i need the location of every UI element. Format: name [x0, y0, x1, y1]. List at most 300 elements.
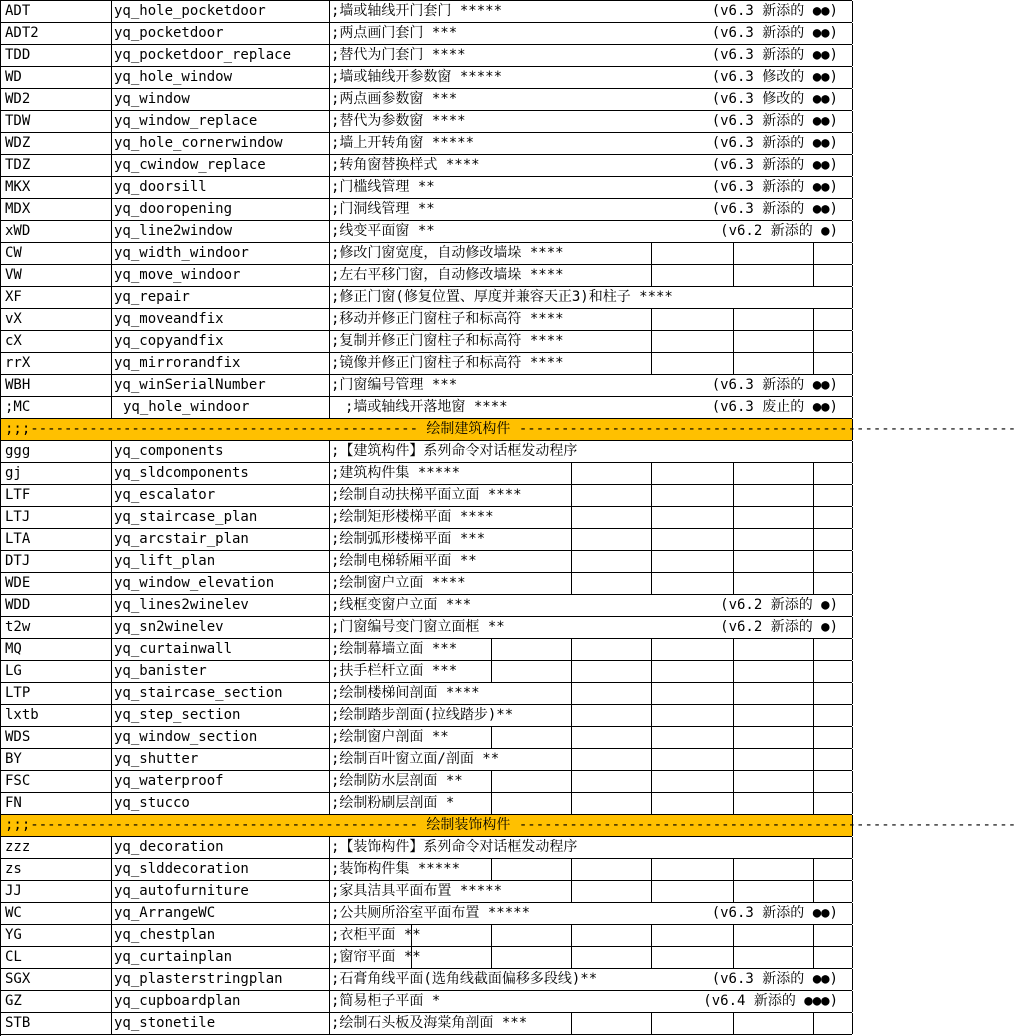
cell-border: [852, 1, 853, 22]
cell-border: [733, 683, 734, 704]
description-cell[interactable]: ;绘制窗户立面 ****: [331, 575, 466, 591]
alias-cell[interactable]: STB: [5, 1015, 31, 1031]
alias-cell[interactable]: LTJ: [5, 509, 31, 525]
cell-border: [571, 661, 572, 682]
command-cell[interactable]: yq_hole_windoor: [123, 399, 250, 415]
alias-cell[interactable]: JJ: [5, 883, 22, 899]
table-row: [1, 199, 852, 221]
description-cell[interactable]: ;装饰构件集 *****: [331, 861, 461, 877]
alias-cell[interactable]: ggg: [5, 443, 31, 459]
cell-border: [571, 573, 572, 594]
description-cell[interactable]: ;门洞线管理 **: [331, 201, 435, 217]
table-row: [1, 353, 852, 375]
cell-border: [852, 463, 853, 484]
description-cell[interactable]: ;镜像并修正门窗柱子和标高符 ****: [331, 355, 564, 371]
cell-border: [852, 881, 853, 902]
cell-border: [852, 705, 853, 726]
version-tag-cell: (v6.3 新添的 ●●): [711, 3, 838, 19]
cell-border: [852, 353, 853, 374]
command-cell[interactable]: yq_components: [114, 443, 224, 459]
command-cell[interactable]: yq_move_windoor: [114, 267, 241, 283]
alias-cell[interactable]: WD: [5, 69, 22, 85]
cell-border: [852, 771, 853, 792]
description-cell[interactable]: ;绘制石头板及海棠角剖面 ***: [331, 1015, 528, 1031]
cell-border: [329, 463, 330, 484]
version-tag-cell: (v6.3 新添的 ●●): [711, 135, 838, 151]
alias-cell[interactable]: FN: [5, 795, 22, 811]
cell-border: [733, 749, 734, 770]
cell-border: [733, 485, 734, 506]
cell-border: [571, 463, 572, 484]
description-cell[interactable]: ;扶手栏杆立面 ***: [331, 663, 458, 679]
description-cell[interactable]: ;绘制粉刷层剖面 *: [331, 795, 455, 811]
cell-border: [852, 507, 853, 528]
cell-border: [111, 881, 112, 902]
cell-border: [852, 617, 853, 638]
version-tag-cell: (v6.3 新添的 ●●): [711, 113, 838, 129]
description-cell[interactable]: ;绘制窗户剖面 **: [331, 729, 449, 745]
command-cell[interactable]: yq_banister: [114, 663, 207, 679]
table-row: [1, 331, 852, 353]
command-cell[interactable]: yq_sn2winelev: [114, 619, 224, 635]
cell-border: [733, 331, 734, 352]
alias-cell[interactable]: SGX: [5, 971, 31, 987]
alias-cell[interactable]: gj: [5, 465, 22, 481]
description-cell[interactable]: ;简易柜子平面 *: [331, 993, 441, 1009]
cell-border: [571, 749, 572, 770]
cell-border: [329, 89, 330, 110]
description-cell[interactable]: ;家具洁具平面布置 *****: [331, 883, 503, 899]
table-row: [1, 683, 852, 705]
cell-border: [852, 793, 853, 814]
alias-cell[interactable]: xWD: [5, 223, 31, 239]
table-row: [1, 111, 852, 133]
section-header-text: ;;;---------------------------------------------- 绘制装饰构件 -----------------------------------------------------------: [5, 817, 1016, 833]
description-cell[interactable]: ;绘制楼梯间剖面 ****: [331, 685, 480, 701]
description-cell[interactable]: ;绘制矩形楼梯平面 ****: [331, 509, 494, 525]
command-cell[interactable]: yq_cwindow_replace: [114, 157, 266, 173]
command-cell[interactable]: yq_width_windoor: [114, 245, 249, 261]
command-cell[interactable]: yq_lines2winelev: [114, 597, 249, 613]
description-cell[interactable]: ;左右平移门窗，自动修改墙垛 ****: [331, 267, 564, 283]
cell-border: [813, 551, 814, 572]
command-cell[interactable]: yq_stucco: [114, 795, 190, 811]
command-cell[interactable]: yq_curtainplan: [114, 949, 233, 965]
alias-cell[interactable]: BY: [5, 751, 22, 767]
cell-border: [571, 947, 572, 968]
cell-border: [651, 947, 652, 968]
cell-border: [651, 683, 652, 704]
alias-cell[interactable]: GZ: [5, 993, 22, 1009]
cell-border: [651, 771, 652, 792]
table-row: [1, 529, 852, 551]
cell-border: [329, 375, 330, 396]
cell-border: [329, 573, 330, 594]
description-cell[interactable]: ;两点画参数窗 ***: [331, 91, 458, 107]
command-cell[interactable]: yq_hole_pocketdoor: [114, 3, 266, 19]
description-cell[interactable]: ;门槛线管理 **: [331, 179, 435, 195]
table-row: [1, 243, 852, 265]
alias-cell[interactable]: rrX: [5, 355, 31, 371]
cell-border: [111, 661, 112, 682]
description-cell[interactable]: ;绘制幕墙立面 ***: [331, 641, 458, 657]
description-cell[interactable]: ;门窗编号管理 ***: [331, 377, 458, 393]
cell-border: [733, 1013, 734, 1034]
alias-cell[interactable]: LTF: [5, 487, 31, 503]
cell-border: [813, 925, 814, 946]
cell-border: [571, 1013, 572, 1034]
description-cell[interactable]: ;替代为门套门 ****: [331, 47, 466, 63]
cell-border: [329, 727, 330, 748]
cell-border: [111, 485, 112, 506]
alias-cell[interactable]: WC: [5, 905, 22, 921]
cell-border: [329, 287, 330, 308]
description-cell[interactable]: ;衣柜平面 **: [331, 927, 421, 943]
cell-border: [813, 881, 814, 902]
description-cell[interactable]: ;绘制防水层剖面 **: [331, 773, 463, 789]
cell-border: [733, 529, 734, 550]
command-cell[interactable]: yq_doorsill: [114, 179, 207, 195]
cell-border: [651, 749, 652, 770]
table-row: [1, 903, 852, 925]
cell-border: [733, 353, 734, 374]
alias-cell[interactable]: FSC: [5, 773, 31, 789]
cell-border: [651, 639, 652, 660]
cell-border: [733, 507, 734, 528]
table-row: [1, 573, 852, 595]
cell-border: [571, 507, 572, 528]
alias-cell[interactable]: CW: [5, 245, 22, 261]
description-cell[interactable]: ;公共厕所浴室平面布置 *****: [331, 905, 531, 921]
command-cell[interactable]: yq_stonetile: [114, 1015, 216, 1031]
cell-border: [111, 265, 112, 286]
description-cell[interactable]: ;绘制踏步剖面(拉线踏步)**: [331, 707, 514, 723]
alias-cell[interactable]: LG: [5, 663, 22, 679]
description-cell[interactable]: ;【建筑构件】系列命令对话框发动程序: [331, 443, 578, 459]
cell-border: [111, 309, 112, 330]
table-row: [1, 133, 852, 155]
version-tag-cell: (v6.3 新添的 ●●): [711, 201, 838, 217]
description-cell[interactable]: ;绘制弧形楼梯平面 ***: [331, 531, 486, 547]
description-cell[interactable]: ;窗帘平面 **: [331, 949, 421, 965]
description-cell[interactable]: ;墙上开转角窗 *****: [331, 135, 475, 151]
cell-border: [329, 441, 330, 462]
cell-border: [329, 485, 330, 506]
cell-border: [651, 1013, 652, 1034]
table-row: [1, 23, 852, 45]
cell-border: [651, 661, 652, 682]
description-cell[interactable]: ;修正门窗(修复位置、厚度并兼容天正3)和柱子 ****: [331, 289, 673, 305]
cell-border: [571, 727, 572, 748]
description-cell[interactable]: ;绘制电梯轿厢平面 **: [331, 553, 477, 569]
command-cell[interactable]: yq_waterproof: [114, 773, 224, 789]
table-row: [1, 595, 852, 617]
alias-cell[interactable]: MDX: [5, 201, 31, 217]
alias-cell[interactable]: t2w: [5, 619, 31, 635]
command-cell[interactable]: yq_pocketdoor_replace: [114, 47, 292, 63]
command-cell[interactable]: yq_window: [114, 91, 190, 107]
description-cell[interactable]: ;墙或轴线开参数窗 *****: [331, 69, 503, 85]
command-cell[interactable]: yq_mirrorandfix: [114, 355, 241, 371]
command-cell[interactable]: yq_plasterstringplan: [114, 971, 283, 987]
alias-cell[interactable]: WDD: [5, 597, 31, 613]
cell-border: [111, 617, 112, 638]
alias-cell[interactable]: CL: [5, 949, 22, 965]
cell-border: [329, 353, 330, 374]
cell-border: [329, 155, 330, 176]
cell-border: [111, 749, 112, 770]
cell-border: [852, 683, 853, 704]
cell-border: [651, 485, 652, 506]
table-row: [1, 749, 852, 771]
description-cell[interactable]: ;门窗编号变门窗立面框 **: [331, 619, 505, 635]
command-cell[interactable]: yq_ArrangeWC: [114, 905, 216, 921]
cell-border: [111, 837, 112, 858]
version-tag-cell: (v6.3 新添的 ●●): [711, 179, 838, 195]
command-cell[interactable]: yq_decoration: [114, 839, 224, 855]
alias-cell[interactable]: TDW: [5, 113, 31, 129]
table-row: [1, 265, 852, 287]
command-cell[interactable]: yq_line2window: [114, 223, 233, 239]
cell-border: [329, 837, 330, 858]
cell-border: [111, 441, 112, 462]
cell-border: [329, 661, 330, 682]
cell-border: [733, 661, 734, 682]
cell-border: [813, 771, 814, 792]
cell-border: [852, 243, 853, 264]
cell-border: [852, 485, 853, 506]
table-row: [1, 925, 852, 947]
command-cell[interactable]: yq_hole_cornerwindow: [114, 135, 283, 151]
command-cell[interactable]: yq_slddecoration: [114, 861, 249, 877]
description-cell[interactable]: ;石膏角线平面(选角线截面偏移多段线)**: [331, 971, 598, 987]
table-row: [1, 661, 852, 683]
cell-border: [813, 859, 814, 880]
alias-cell[interactable]: TDD: [5, 47, 31, 63]
cell-border: [813, 793, 814, 814]
command-cell[interactable]: yq_pocketdoor: [114, 25, 224, 41]
alias-cell[interactable]: YG: [5, 927, 22, 943]
table-row: [1, 463, 852, 485]
cell-border: [329, 243, 330, 264]
cell-border: [111, 287, 112, 308]
cell-border: [111, 177, 112, 198]
cell-border: [733, 705, 734, 726]
command-cell[interactable]: yq_winSerialNumber: [114, 377, 266, 393]
table-row: [1, 991, 852, 1013]
cell-border: [733, 925, 734, 946]
alias-cell[interactable]: zs: [5, 861, 22, 877]
description-cell[interactable]: ;绘制百叶窗立面/剖面 **: [331, 751, 500, 767]
cell-border: [329, 859, 330, 880]
version-tag-cell: (v6.2 新添的 ●): [720, 619, 838, 635]
description-cell[interactable]: ;转角窗替换样式 ****: [331, 157, 480, 173]
alias-cell[interactable]: LTA: [5, 531, 31, 547]
table-row: [1, 67, 852, 89]
cell-border: [111, 551, 112, 572]
description-cell[interactable]: ;绘制自动扶梯平面立面 ****: [331, 487, 522, 503]
table-row: [1, 221, 852, 243]
alias-cell[interactable]: WDZ: [5, 135, 31, 151]
cell-border: [111, 639, 112, 660]
command-cell[interactable]: yq_moveandfix: [114, 311, 224, 327]
command-cell[interactable]: yq_window_replace: [114, 113, 258, 129]
cell-border: [852, 221, 853, 242]
command-cell[interactable]: yq_curtainwall: [114, 641, 233, 657]
table-row: [1, 727, 852, 749]
description-cell[interactable]: ;复制并修正门窗柱子和标高符 ****: [331, 333, 564, 349]
cell-border: [733, 793, 734, 814]
command-cell[interactable]: yq_hole_window: [114, 69, 233, 85]
cell-border: [813, 331, 814, 352]
cell-border: [852, 639, 853, 660]
cell-border: [813, 727, 814, 748]
cell-border: [813, 353, 814, 374]
alias-cell[interactable]: WBH: [5, 377, 31, 393]
cell-border: [329, 507, 330, 528]
command-cell[interactable]: yq_autofurniture: [114, 883, 249, 899]
description-cell[interactable]: ;修改门窗宽度，自动修改墙垛 ****: [331, 245, 564, 261]
table-row: [1, 705, 852, 727]
cell-border: [329, 1, 330, 22]
command-cell[interactable]: yq_sldcomponents: [114, 465, 249, 481]
alias-cell[interactable]: WD2: [5, 91, 31, 107]
cell-border: [329, 529, 330, 550]
cell-border: [733, 947, 734, 968]
alias-cell[interactable]: DTJ: [5, 553, 31, 569]
alias-cell[interactable]: LTP: [5, 685, 31, 701]
table-row: [1, 551, 852, 573]
table-row: [1, 397, 852, 419]
description-cell[interactable]: ;线变平面窗 **: [331, 223, 435, 239]
cell-border: [571, 639, 572, 660]
cell-border: [111, 727, 112, 748]
command-cell[interactable]: yq_window_elevation: [114, 575, 275, 591]
alias-cell[interactable]: ADT2: [5, 25, 39, 41]
alias-cell[interactable]: cX: [5, 333, 22, 349]
table-row: [1, 771, 852, 793]
command-cell[interactable]: yq_window_section: [114, 729, 258, 745]
alias-cell[interactable]: MQ: [5, 641, 22, 657]
alias-cell[interactable]: VW: [5, 267, 22, 283]
cell-border: [852, 133, 853, 154]
description-cell[interactable]: ;替代为参数窗 ****: [331, 113, 466, 129]
cell-border: [852, 529, 853, 550]
table-row: [1, 1, 852, 23]
cell-border: [651, 925, 652, 946]
table-row: [1, 947, 852, 969]
alias-cell[interactable]: MKX: [5, 179, 31, 195]
description-cell[interactable]: ;墙或轴线开门套门 *****: [331, 3, 503, 19]
alias-cell[interactable]: vX: [5, 311, 22, 327]
alias-cell[interactable]: ADT: [5, 3, 31, 19]
table-row: [1, 309, 852, 331]
command-cell[interactable]: yq_staircase_section: [114, 685, 283, 701]
description-cell[interactable]: ;移动并修正门窗柱子和标高符 ****: [331, 311, 564, 327]
command-cell[interactable]: yq_escalator: [114, 487, 216, 503]
command-cell[interactable]: yq_staircase_plan: [114, 509, 258, 525]
cell-border: [651, 727, 652, 748]
cell-border: [111, 67, 112, 88]
cell-border: [111, 1013, 112, 1034]
cell-border: [852, 837, 853, 858]
cell-border: [329, 969, 330, 990]
command-cell[interactable]: yq_cupboardplan: [114, 993, 241, 1009]
cell-border: [111, 89, 112, 110]
cell-border: [813, 485, 814, 506]
alias-cell[interactable]: zzz: [5, 839, 31, 855]
alias-cell[interactable]: ;MC: [5, 399, 31, 415]
cell-border: [329, 705, 330, 726]
cell-border: [329, 617, 330, 638]
cell-border: [852, 309, 853, 330]
command-cell[interactable]: yq_dooropening: [114, 201, 233, 217]
table-row: [1, 375, 852, 397]
command-cell[interactable]: yq_repair: [114, 289, 190, 305]
cell-border: [491, 727, 492, 748]
command-cell[interactable]: yq_shutter: [114, 751, 199, 767]
description-cell[interactable]: ;线框变窗户立面 ***: [331, 597, 472, 613]
cell-border: [852, 859, 853, 880]
cell-border: [571, 551, 572, 572]
cell-border: [491, 793, 492, 814]
cell-border: [571, 705, 572, 726]
cell-border: [329, 749, 330, 770]
command-cell[interactable]: yq_arcstair_plan: [114, 531, 249, 547]
cell-border: [329, 67, 330, 88]
table-row: [1, 969, 852, 991]
command-cell[interactable]: yq_copyandfix: [114, 333, 224, 349]
table-row: [1, 287, 852, 309]
cell-border: [111, 133, 112, 154]
cell-border: [329, 221, 330, 242]
cell-border: [111, 507, 112, 528]
version-tag-cell: (v6.3 修改的 ●●): [711, 91, 838, 107]
cell-border: [733, 771, 734, 792]
cell-border: [733, 243, 734, 264]
cell-border: [651, 331, 652, 352]
alias-cell[interactable]: lxtb: [5, 707, 39, 723]
cell-border: [329, 133, 330, 154]
cell-border: [329, 1013, 330, 1034]
command-cell[interactable]: yq_chestplan: [114, 927, 216, 943]
cell-border: [111, 859, 112, 880]
description-cell[interactable]: ;墙或轴线开落地窗 ****: [345, 399, 508, 415]
version-tag-cell: (v6.3 新添的 ●●): [711, 47, 838, 63]
cell-border: [852, 991, 853, 1012]
alias-cell[interactable]: XF: [5, 289, 22, 305]
cell-border: [111, 221, 112, 242]
command-cell[interactable]: yq_lift_plan: [114, 553, 216, 569]
cell-border: [111, 573, 112, 594]
command-cell[interactable]: yq_step_section: [114, 707, 241, 723]
alias-cell[interactable]: TDZ: [5, 157, 31, 173]
cell-border: [111, 947, 112, 968]
alias-cell[interactable]: WDE: [5, 575, 31, 591]
table-row: [1, 45, 852, 67]
cell-border: [651, 463, 652, 484]
alias-cell[interactable]: WDS: [5, 729, 31, 745]
version-tag-cell: (v6.3 新添的 ●●): [711, 905, 838, 921]
cell-border: [111, 1, 112, 22]
description-cell[interactable]: ;两点画门套门 ***: [331, 25, 458, 41]
cell-border: [651, 309, 652, 330]
cell-border: [852, 45, 853, 66]
description-cell[interactable]: ;建筑构件集 *****: [331, 465, 461, 481]
description-cell[interactable]: ;【装饰构件】系列命令对话框发动程序: [331, 839, 578, 855]
cell-border: [852, 287, 853, 308]
cell-border: [852, 331, 853, 352]
